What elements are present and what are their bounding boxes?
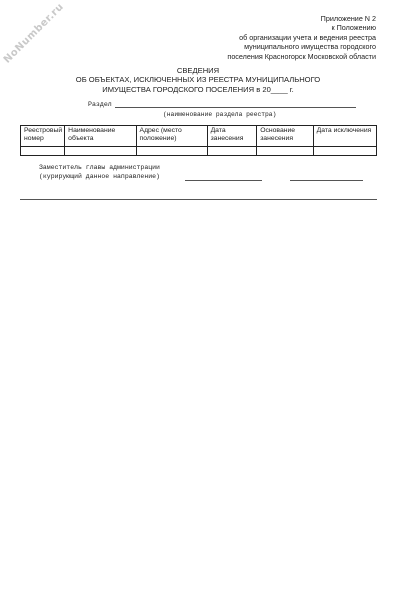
divider — [20, 199, 377, 200]
col-header-entry-basis: Основание занесения — [257, 126, 313, 147]
table-cell[interactable] — [21, 147, 65, 156]
col-header-registry-number: Реестровый номер — [21, 126, 65, 147]
appendix-line: Приложение N 2 — [320, 14, 376, 23]
table-row — [21, 147, 377, 156]
col-header-address: Адрес (место положение) — [136, 126, 207, 147]
section-hint: (наименование раздела реестра) — [163, 111, 277, 118]
watermark: NoNumber.ru — [1, 1, 67, 66]
signature-subtitle: (курирующий данное направление) — [39, 172, 160, 180]
table-cell[interactable] — [257, 147, 313, 156]
title-line: ИМУЩЕСТВА ГОРОДСКОГО ПОСЕЛЕНИЯ в 20____ г. — [102, 84, 294, 94]
title-line: ОБ ОБЪЕКТАХ, ИСКЛЮЧЕННЫХ ИЗ РЕЕСТРА МУНИЦИПАЛЬНОГО — [75, 75, 321, 85]
appendix-block — [227, 14, 376, 61]
title-line: СВЕДЕНИЯ — [176, 66, 220, 75]
table-cell[interactable] — [313, 147, 376, 156]
col-header-exclusion-date: Дата исключения — [313, 126, 376, 147]
section-field — [88, 100, 356, 108]
appendix-line: об организации учета и ведения реестра — [239, 32, 376, 42]
appendix-line: поселения Красногорск Московской области — [227, 51, 376, 61]
register-table — [20, 125, 377, 156]
table-cell[interactable] — [65, 147, 136, 156]
table-cell[interactable] — [136, 147, 207, 156]
section-label: Раздел — [88, 101, 112, 108]
table-cell[interactable] — [207, 147, 257, 156]
col-header-entry-date: Дата занесения — [207, 126, 257, 147]
signature-block — [39, 164, 160, 181]
appendix-line: к Положению — [331, 23, 376, 33]
signature-line[interactable] — [185, 180, 262, 181]
col-header-object-name: Наименование объекта — [65, 126, 136, 147]
table-header-row — [21, 126, 377, 147]
name-line[interactable] — [290, 180, 363, 181]
document-title — [20, 66, 376, 94]
appendix-line: муниципального имущества городского — [244, 42, 376, 52]
signature-title: Заместитель главы администрации — [39, 164, 160, 171]
section-blank-line[interactable] — [115, 100, 356, 108]
